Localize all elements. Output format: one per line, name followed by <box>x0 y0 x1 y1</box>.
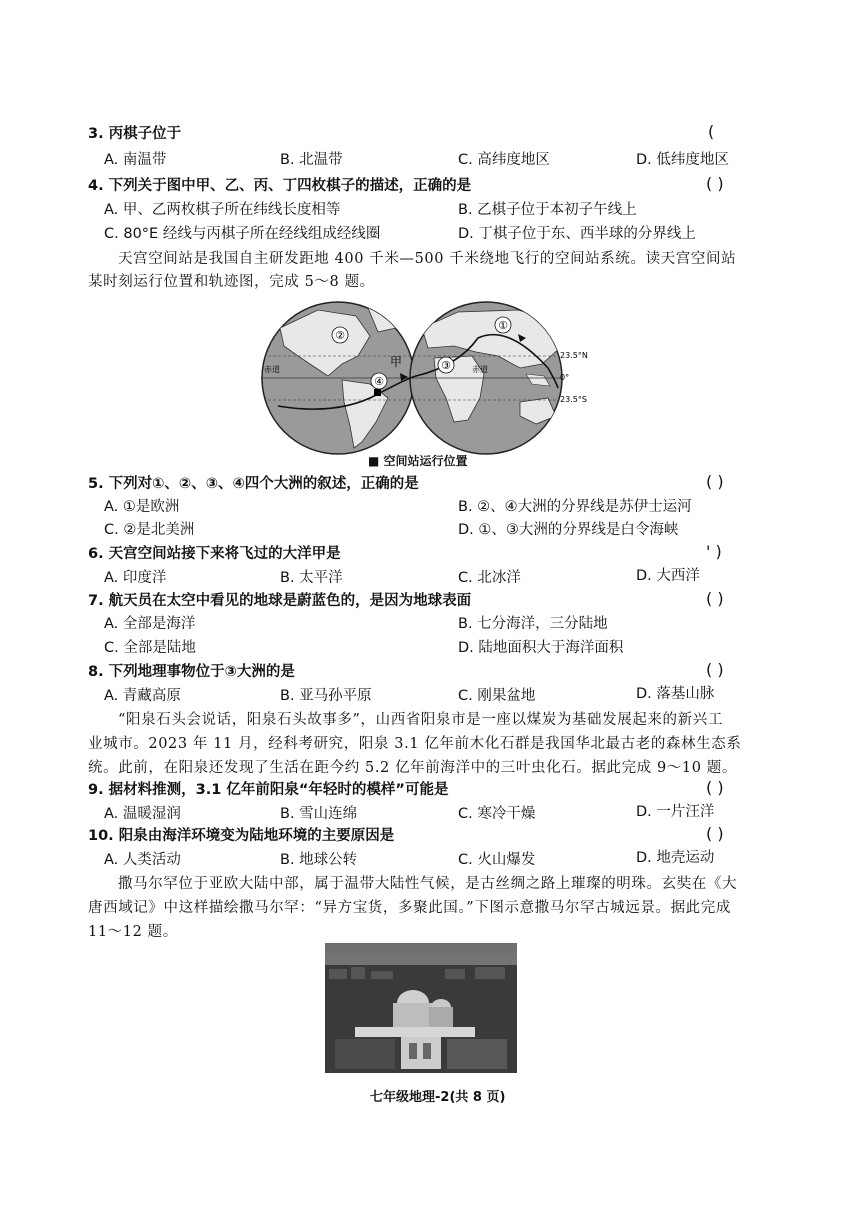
western-hemisphere <box>258 302 418 454</box>
q5-option-c: C. ②是北美洲 <box>104 522 195 538</box>
q7-option-d: D. 陆地面积大于海洋面积 <box>458 640 624 656</box>
intro1-line-2: 某时刻运行位置和轨迹图，完成 5～8 题。 <box>88 274 375 290</box>
q10-option-d: D. 地壳运动 <box>636 850 715 866</box>
q8-stem: 8. 下列地理事物位于③大洲的是 <box>88 664 295 680</box>
q3-option-a: A. 南温带 <box>104 152 167 168</box>
q8-option-a: A. 青藏高原 <box>104 688 181 704</box>
intro3-line-3: 11～12 题。 <box>88 924 178 940</box>
q4-stem: 4. 下列关于图中甲、乙、丙、丁四枚棋子的描述，正确的是 <box>88 178 472 194</box>
q7-option-a: A. 全部是海洋 <box>104 616 196 632</box>
q4-option-d: D. 丁棋子位于东、西半球的分界线上 <box>458 226 696 242</box>
q8-option-d: D. 落基山脉 <box>636 686 715 702</box>
q5-option-b: B. ②、④大洲的分界线是苏伊士运河 <box>458 499 692 515</box>
q4-option-a: A. 甲、乙两枚棋子所在纬线长度相等 <box>104 202 341 218</box>
q10-option-c: C. 火山爆发 <box>458 852 536 868</box>
label-continent-4: ④ <box>374 375 384 388</box>
q3-stem: 3. 丙棋子位于 <box>88 126 182 142</box>
q6-stem: 6. 天宫空间站接下来将飞过的大洋甲是 <box>88 546 341 562</box>
space-station-map <box>258 298 588 450</box>
label-continent-2: ② <box>335 329 345 342</box>
intro3-line-1: 撒马尔罕位于亚欧大陆中部，属于温带大陆性气候，是古丝绸之路上璀璨的明珠。玄奘在《大 <box>118 876 738 892</box>
q7-answer-bracket: ( ) <box>706 589 724 608</box>
q3-answer-bracket: ( <box>708 122 715 141</box>
q8-answer-bracket: ( ) <box>706 660 724 679</box>
q9-option-c: C. 寒冷干燥 <box>458 806 536 822</box>
q3-option-d: D. 低纬度地区 <box>636 152 729 168</box>
label-23-5-s: 23.5°S <box>560 395 587 404</box>
q5-option-d: D. ①、③大洲的分界线是白令海峡 <box>458 522 679 538</box>
intro1-line-1: 天宫空间站是我国自主研发距地 400 千米—500 千米绕地飞行的空间站系统。读天宫空间站 <box>118 251 737 267</box>
label-23-5-n: 23.5°N <box>560 351 588 360</box>
q7-option-c: C. 全部是陆地 <box>104 640 196 656</box>
label-zero-degree: 0° <box>560 373 570 382</box>
q5-stem: 5. 下列对①、②、③、④四个大洲的叙述，正确的是 <box>88 476 419 492</box>
q5-answer-bracket: ( ) <box>706 472 724 491</box>
label-equator-left: 赤道 <box>264 365 280 374</box>
q9-option-a: A. 温暖湿润 <box>104 806 181 822</box>
label-ocean-jia: 甲 <box>389 355 403 369</box>
label-continent-1: ① <box>498 319 508 332</box>
q9-stem: 9. 据材料推测，3.1 亿年前阳泉“年轻时的模样”可能是 <box>88 782 449 798</box>
intro2-line-1: “阳泉石头会说话，阳泉石头故事多”，山西省阳泉市是一座以煤炭为基础发展起来的新兴工 <box>118 712 723 728</box>
eastern-hemisphere <box>408 302 568 454</box>
q6-option-b: B. 太平洋 <box>280 570 343 586</box>
label-continent-3: ③ <box>441 359 451 372</box>
q7-stem: 7. 航天员在太空中看见的地球是蔚蓝色的，是因为地球表面 <box>88 593 472 609</box>
samarkand-photo <box>325 943 517 1073</box>
q6-option-c: C. 北冰洋 <box>458 570 521 586</box>
page-footer: 七年级地理-2(共 8 页) <box>370 1090 506 1105</box>
q4-option-c: C. 80°E 经线与丙棋子所在经线组成经线圈 <box>104 226 381 242</box>
q10-answer-bracket: ( ) <box>706 824 724 843</box>
intro2-line-3: 统。此前，在阳泉还发现了生活在距今约 5.2 亿年前海洋中的三叶虫化石。据此完成 9～10 题。 <box>88 760 737 776</box>
q10-option-b: B. 地球公转 <box>280 852 358 868</box>
q8-option-b: B. 亚马孙平原 <box>280 688 372 704</box>
label-equator-right: 赤道 <box>472 365 488 374</box>
intro2-line-2: 业城市。2023 年 11 月，经科考研究，阳泉 3.1 亿年前木化石群是我国华北最古老的森林生态系 <box>88 736 742 752</box>
q9-answer-bracket: ( ) <box>706 778 724 797</box>
map-caption: ■ 空间站运行位置 <box>368 454 468 468</box>
q5-option-a: A. ①是欧洲 <box>104 499 180 515</box>
q9-option-d: D. 一片汪洋 <box>636 804 715 820</box>
q6-option-a: A. 印度洋 <box>104 570 167 586</box>
q9-option-b: B. 雪山连绵 <box>280 806 358 822</box>
q3-option-b: B. 北温带 <box>280 152 343 168</box>
q10-stem: 10. 阳泉由海洋环境变为陆地环境的主要原因是 <box>88 828 395 844</box>
q10-option-a: A. 人类活动 <box>104 852 181 868</box>
q6-option-d: D. 大西洋 <box>636 568 700 584</box>
q6-answer-bracket: ' ) <box>706 542 722 561</box>
q3-option-c: C. 高纬度地区 <box>458 152 550 168</box>
q4-answer-bracket: ( ) <box>706 174 724 193</box>
station-marker-icon <box>374 389 381 396</box>
intro3-line-2: 唐西域记》中这样描绘撒马尔罕：“异方宝货，多聚此国。”下图示意撒马尔罕古城远景。据此完成 <box>88 900 731 916</box>
q8-option-c: C. 刚果盆地 <box>458 688 536 704</box>
q7-option-b: B. 七分海洋，三分陆地 <box>458 616 608 632</box>
q4-option-b: B. 乙棋子位于本初子午线上 <box>458 202 637 218</box>
